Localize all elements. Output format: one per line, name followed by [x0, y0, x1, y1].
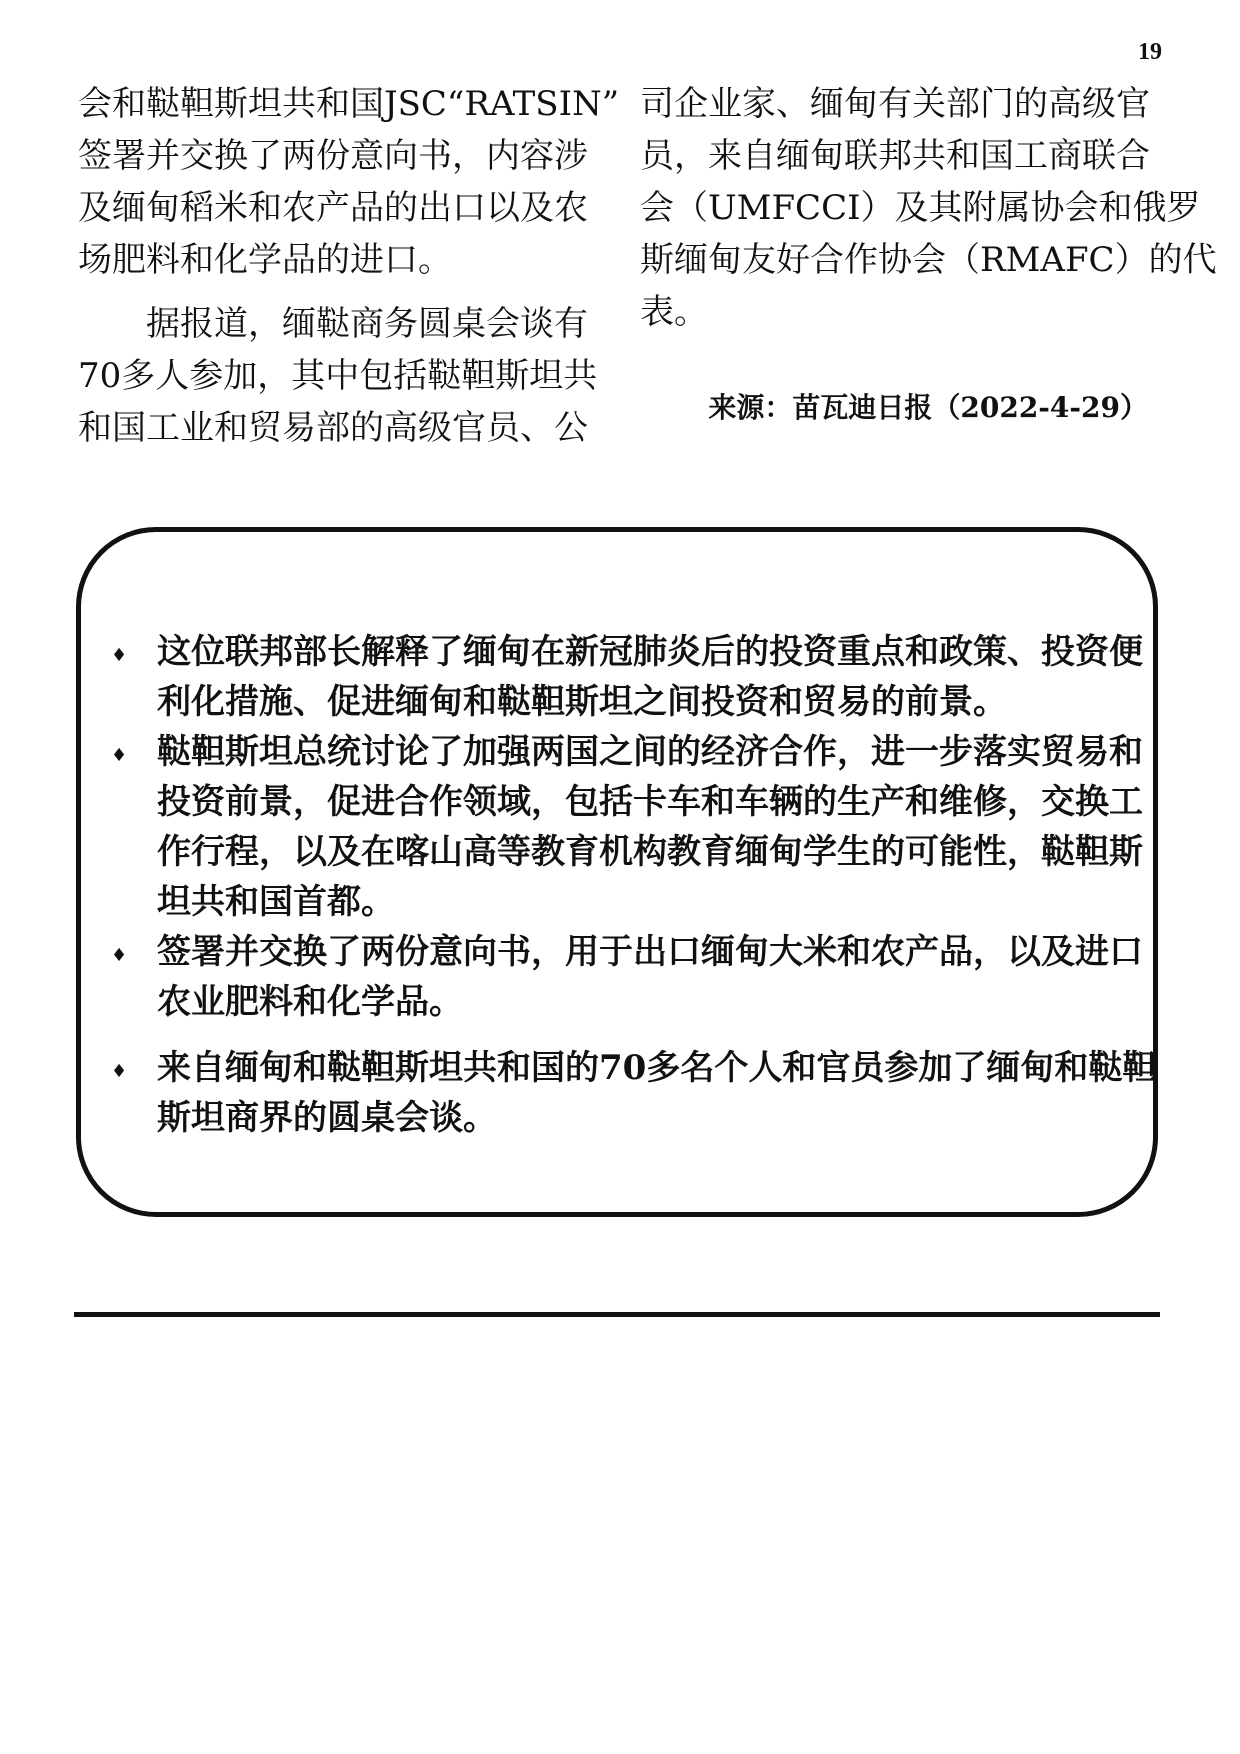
diamond-bullet-icon: ♦ [111, 945, 128, 966]
diamond-bullet-icon: ♦ [111, 1061, 128, 1082]
right-article-column [640, 78, 1217, 428]
text-line: 签署并交换了两份意向书，内容涉 [78, 136, 588, 176]
text-line: 坦共和国首都。 [157, 882, 395, 922]
text-line: 场肥料和化学品的进口。 [78, 240, 452, 280]
summary-bullet-item [111, 627, 1143, 727]
text-line: 这位联邦部长解释了缅甸在新冠肺炎后的投资重点和政策、投资便 [157, 632, 1143, 672]
summary-bullet-item [111, 927, 1143, 1027]
source-citation: 来源：苗瓦迪日报（2022-4-29） [708, 391, 1148, 424]
text-line: 签署并交换了两份意向书，用于出口缅甸大米和农产品，以及进口 [157, 932, 1143, 972]
text-line: 员，来自缅甸联邦共和国工商联合 [640, 136, 1150, 176]
text-line: 来自缅甸和鞑靼斯坦共和国的70多名个人和官员参加了缅甸和鞑靼 [157, 1048, 1157, 1088]
article-paragraph-3 [640, 78, 1217, 338]
text-line: 斯缅甸友好合作协会（RMAFC）的代 [640, 240, 1217, 280]
text-line: 利化措施、促进缅甸和鞑靼斯坦之间投资和贸易的前景。 [157, 682, 1007, 722]
text-line: 据报道，缅鞑商务圆桌会谈有 [146, 304, 588, 344]
text-line: 和国工业和贸易部的高级官员、公 [78, 408, 588, 448]
text-line: 会和鞑靼斯坦共和国JSC“RATSIN” [78, 84, 620, 124]
diamond-bullet-icon: ♦ [111, 645, 128, 666]
text-line: 70多人参加，其中包括鞑靼斯坦共 [78, 356, 598, 396]
text-line: 司企业家、缅甸有关部门的高级官 [640, 84, 1150, 124]
article-paragraph-1 [78, 78, 620, 286]
text-line: 作行程，以及在喀山高等教育机构教育缅甸学生的可能性，鞑靼斯 [157, 832, 1143, 872]
summary-bullet-item [111, 1043, 1157, 1143]
page-number: 19 [1138, 39, 1162, 65]
text-line: 及缅甸稻米和农产品的出口以及农 [78, 188, 588, 228]
text-line: 投资前景，促进合作领域，包括卡车和车辆的生产和维修，交换工 [157, 782, 1143, 822]
summary-bullet-list [111, 627, 1157, 1143]
text-line: 鞑靼斯坦总统讨论了加强两国之间的经济合作，进一步落实贸易和 [157, 732, 1143, 772]
text-line: 斯坦商界的圆桌会谈。 [157, 1098, 497, 1138]
left-article-column [78, 78, 620, 454]
text-line: 表。 [640, 292, 708, 332]
summary-bullet-item [111, 727, 1143, 927]
text-line: 农业肥料和化学品。 [157, 982, 463, 1022]
article-paragraph-2 [78, 298, 608, 454]
text-line: 会（UMFCCI）及其附属协会和俄罗 [640, 188, 1201, 228]
summary-box [76, 527, 1158, 1217]
diamond-bullet-icon: ♦ [111, 745, 128, 766]
section-divider-rule [74, 1312, 1160, 1317]
